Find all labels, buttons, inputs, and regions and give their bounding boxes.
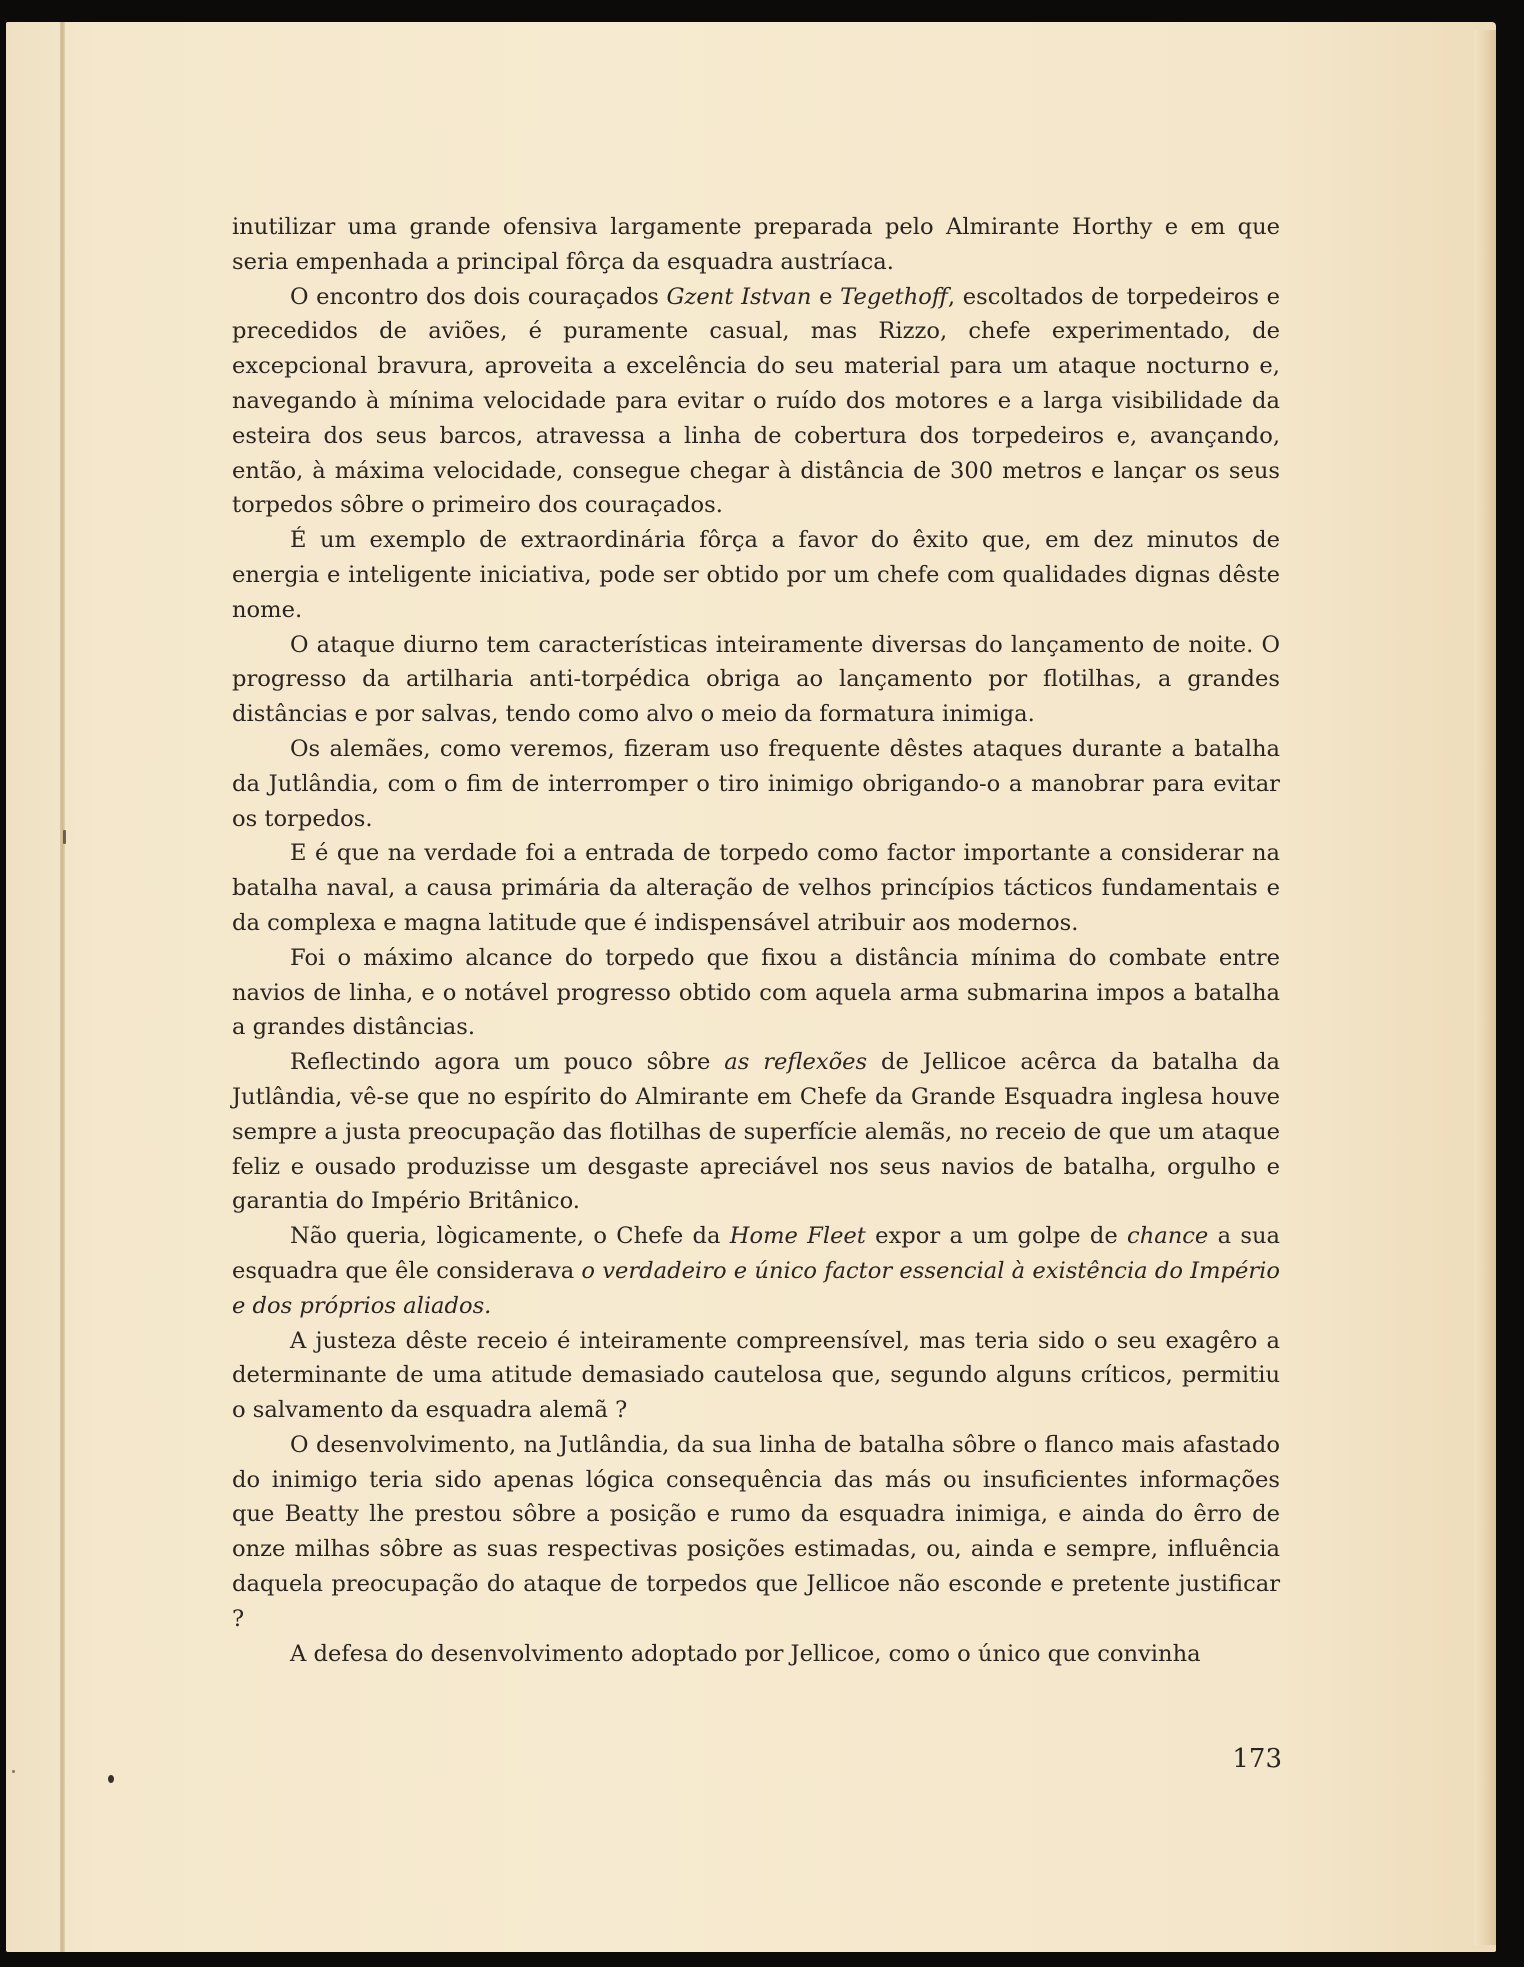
text-run: O encontro dos dois couraçados [290, 283, 667, 310]
paper-speck [63, 830, 66, 844]
text-run: de Jellicoe acêrca da batalha da Jutlândia, vê-se que no espírito do Almirante em Chefe da Grande Esquadra inglesa houve sempre a justa preocupação das flotilhas de superfície alemãs, no receio de que um ataque feliz e ousado produzisse um desgaste apreciável nos seus navios de batalha, orgulho e garantia do Império Britânico. [232, 1049, 1281, 1215]
paragraph [232, 280, 1280, 524]
ship-name: Tegethoff [840, 283, 948, 310]
paragraph: Foi o máximo alcance do torpedo que fixou a distância mínima do combate entre navios de linha, e o notável progresso obtido com aquela arma submarina impos a batalha a grandes distâncias. [232, 944, 1280, 1041]
text-run: Reflectindo agora um pouco sôbre [290, 1049, 725, 1076]
paper-speck [108, 1775, 114, 1783]
text-run: e [811, 283, 841, 310]
paper-speck [12, 1770, 15, 1773]
text-run: a sua esquadra que êle considerava [232, 1223, 1280, 1284]
italic-term: Home Fleet [729, 1223, 866, 1250]
paragraph: E é que na verdade foi a entrada de torpedo como factor importante a considerar na batalha naval, a causa primária da alteração de velhos princípios tácticos fundamentais e da complexa e magna latitude que é indispensável atribuir aos modernos. [232, 840, 1280, 936]
body-text [232, 210, 1280, 1671]
paragraph: inutilizar uma grande ofensiva largamente preparada pelo Almirante Horthy e em que seria empenhada a principal fôrça da esquadra austríaca. [232, 214, 1280, 275]
paragraph: A defesa do desenvolvimento adoptado por Jellicoe, como o único que convinha [290, 1640, 1201, 1667]
italic-quote: o verdadeiro e único factor essencial à existência do Império e dos próprios aliados. [232, 1257, 1280, 1319]
italic-term: chance [1127, 1223, 1209, 1250]
paragraph: A justeza dêste receio é inteiramente compreensível, mas teria sido o seu exagêro a determinante de uma atitude demasiado cautelosa que, segundo alguns críticos, permitiu o salvamento da esquadra alemã ? [232, 1327, 1280, 1424]
book-title: as reflexões [724, 1049, 868, 1076]
paragraph: Os alemães, como veremos, fizeram uso frequente dêstes ataques durante a batalha da Jutlândia, com o fim de interromper o tiro inimigo obrigando-o a manobrar para evitar os torpedos. [232, 735, 1280, 832]
paragraph: O desenvolvimento, na Jutlândia, da sua linha de batalha sôbre o flanco mais afastado do inimigo teria sido apenas lógica consequência das más ou insuficientes informações que Beatty lhe prestou sôbre a posição e rumo da esquadra inimiga, e ainda do êrro de onze milhas sôbre as suas respectivas posições estimadas, ou, ainda e sempre, influência daquela preocupação do ataque de torpedos que Jellicoe não esconde e pretente justificar ? [232, 1431, 1280, 1632]
page-number: 173 [1232, 1744, 1282, 1774]
paragraph [232, 1045, 1280, 1219]
paragraph: O ataque diurno tem características inteiramente diversas do lançamento de noite. O progresso da artilharia anti-torpédica obriga ao lançamento por flotilhas, a grandes distâncias e por salvas, tendo como alvo o meio da formatura inimiga. [232, 631, 1280, 728]
page-gutter [60, 22, 65, 1952]
text-run: expor a um golpe de [865, 1223, 1128, 1250]
page-edge-shadow [1474, 30, 1496, 1945]
ship-name: Gzent Istvan [666, 283, 812, 310]
text-run: , escoltados de torpedeiros e precedidos de aviões, é puramente casual, mas Rizzo, chefe experimentado, de excepcional bravura, aproveita a excelência do seu material para um ataque nocturno e, navegando à mínima velocidade para evitar o ruído dos motores e a larga visibilidade da esteira dos seus barcos, atravessa a linha de cobertura dos torpedeiros e, avançando, então, à máxima velocidade, consegue chegar à distância de 300 metros e lançar os seus torpedos sôbre o primeiro dos couraçados. [232, 283, 1280, 519]
paragraph [232, 1219, 1280, 1323]
paragraph: É um exemplo de extraordinária fôrça a favor do êxito que, em dez minutos de energia e inteligente iniciativa, pode ser obtido por um chefe com qualidades dignas dêste nome. [232, 527, 1280, 623]
text-run: Não queria, lògicamente, o Chefe da [290, 1223, 730, 1250]
